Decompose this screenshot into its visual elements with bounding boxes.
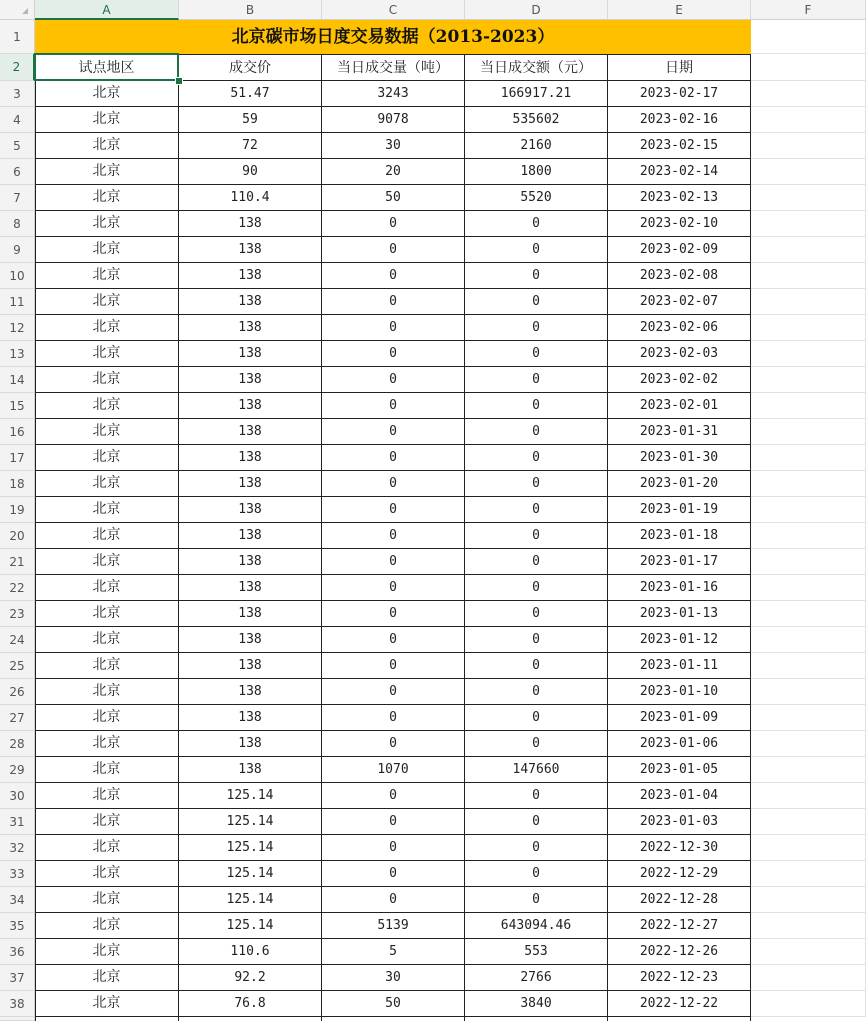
row-header[interactable]: 18: [0, 471, 35, 497]
empty-cell[interactable]: [751, 497, 866, 523]
table-cell[interactable]: 0: [322, 575, 465, 601]
row-header[interactable]: 6: [0, 159, 35, 185]
table-cell[interactable]: 北京: [35, 315, 179, 341]
table-border: [321, 1017, 322, 1021]
row-header[interactable]: 32: [0, 835, 35, 861]
empty-cell[interactable]: [751, 289, 866, 315]
table-cell[interactable]: 138: [179, 289, 322, 315]
empty-cell[interactable]: [751, 263, 866, 289]
table-cell[interactable]: 0: [465, 627, 608, 653]
row-header[interactable]: 31: [0, 809, 35, 835]
row-header[interactable]: 14: [0, 367, 35, 393]
table-cell[interactable]: 2023-02-16: [608, 107, 751, 133]
empty-cell[interactable]: [751, 419, 866, 445]
table-cell[interactable]: 5: [322, 939, 465, 965]
table-cell[interactable]: 125.14: [179, 783, 322, 809]
table-cell[interactable]: 0: [322, 523, 465, 549]
table-cell[interactable]: 北京: [35, 263, 179, 289]
row-header[interactable]: 22: [0, 575, 35, 601]
table-cell[interactable]: 北京: [35, 809, 179, 835]
row-header[interactable]: 9: [0, 237, 35, 263]
table-cell[interactable]: 2023-02-06: [608, 315, 751, 341]
row-header[interactable]: 26: [0, 679, 35, 705]
table-cell[interactable]: 北京: [35, 549, 179, 575]
table-cell[interactable]: 0: [322, 289, 465, 315]
table-cell[interactable]: 0: [465, 497, 608, 523]
table-cell[interactable]: 30: [322, 133, 465, 159]
table-cell[interactable]: 2023-02-13: [608, 185, 751, 211]
table-cell[interactable]: 2023-01-30: [608, 445, 751, 471]
row-header[interactable]: 2: [0, 54, 35, 81]
table-cell[interactable]: 0: [322, 653, 465, 679]
table-cell[interactable]: 50: [322, 991, 465, 1017]
table-cell[interactable]: 北京: [35, 367, 179, 393]
table-cell[interactable]: 2023-02-15: [608, 133, 751, 159]
table-cell[interactable]: 138: [179, 211, 322, 237]
table-cell[interactable]: 0: [465, 601, 608, 627]
table-cell[interactable]: 138: [179, 367, 322, 393]
column-header-d[interactable]: D: [465, 0, 608, 20]
table-cell[interactable]: 2023-01-04: [608, 783, 751, 809]
empty-cell[interactable]: [751, 757, 866, 783]
table-cell[interactable]: 2023-01-20: [608, 471, 751, 497]
table-cell[interactable]: 0: [465, 419, 608, 445]
table-cell[interactable]: 138: [179, 731, 322, 757]
table-cell[interactable]: 2023-01-13: [608, 601, 751, 627]
table-cell[interactable]: 125.14: [179, 809, 322, 835]
table-cell[interactable]: 2023-02-08: [608, 263, 751, 289]
table-cell[interactable]: 北京: [35, 107, 179, 133]
table-cell[interactable]: 2023-01-19: [608, 497, 751, 523]
table-cell[interactable]: 125.14: [179, 861, 322, 887]
table-cell[interactable]: 北京: [35, 575, 179, 601]
table-cell[interactable]: 北京: [35, 237, 179, 263]
table-cell[interactable]: 北京: [35, 653, 179, 679]
empty-cell[interactable]: [751, 211, 866, 237]
row-header[interactable]: 19: [0, 497, 35, 523]
table-cell[interactable]: 0: [465, 679, 608, 705]
table-cell[interactable]: 0: [322, 679, 465, 705]
table-cell[interactable]: 138: [179, 497, 322, 523]
row-header[interactable]: 17: [0, 445, 35, 471]
table-cell[interactable]: 0: [465, 809, 608, 835]
table-cell[interactable]: 20: [322, 159, 465, 185]
empty-cell[interactable]: [751, 939, 866, 965]
table-cell[interactable]: 2023-02-02: [608, 367, 751, 393]
table-cell[interactable]: 166917.21: [465, 81, 608, 107]
table-cell[interactable]: 125.14: [179, 913, 322, 939]
table-cell[interactable]: 0: [322, 211, 465, 237]
table-cell[interactable]: 5139: [322, 913, 465, 939]
table-cell[interactable]: 0: [465, 887, 608, 913]
table-cell[interactable]: 0: [322, 887, 465, 913]
table-cell[interactable]: 2023-02-03: [608, 341, 751, 367]
empty-cell[interactable]: [751, 367, 866, 393]
row-header[interactable]: 24: [0, 627, 35, 653]
table-cell[interactable]: 2023-01-10: [608, 679, 751, 705]
table-cell[interactable]: 138: [179, 705, 322, 731]
row-header[interactable]: 15: [0, 393, 35, 419]
row-header[interactable]: 4: [0, 107, 35, 133]
row-header[interactable]: 11: [0, 289, 35, 315]
table-cell[interactable]: 2023-01-16: [608, 575, 751, 601]
table-cell[interactable]: 2023-02-14: [608, 159, 751, 185]
table-cell[interactable]: 北京: [35, 965, 179, 991]
table-cell[interactable]: 50: [322, 185, 465, 211]
table-cell[interactable]: 2023-01-11: [608, 653, 751, 679]
table-cell[interactable]: 138: [179, 549, 322, 575]
table-cell[interactable]: 5520: [465, 185, 608, 211]
table-cell[interactable]: 北京: [35, 81, 179, 107]
table-cell[interactable]: 0: [322, 549, 465, 575]
table-cell[interactable]: 2023-02-09: [608, 237, 751, 263]
empty-cell[interactable]: [751, 835, 866, 861]
table-cell[interactable]: 2022-12-23: [608, 965, 751, 991]
row-header[interactable]: 5: [0, 133, 35, 159]
empty-cell[interactable]: [751, 575, 866, 601]
table-cell[interactable]: 北京: [35, 731, 179, 757]
empty-cell[interactable]: [751, 991, 866, 1017]
table-cell[interactable]: 0: [465, 315, 608, 341]
table-cell[interactable]: 2023-01-18: [608, 523, 751, 549]
table-cell[interactable]: 138: [179, 237, 322, 263]
table-cell[interactable]: 1800: [465, 159, 608, 185]
table-cell[interactable]: 0: [322, 315, 465, 341]
table-cell[interactable]: 2022-12-30: [608, 835, 751, 861]
row-header[interactable]: 10: [0, 263, 35, 289]
table-cell[interactable]: 138: [179, 393, 322, 419]
table-cell[interactable]: 76.8: [179, 991, 322, 1017]
table-cell[interactable]: 2022-12-26: [608, 939, 751, 965]
table-border: [178, 1017, 179, 1021]
row-header[interactable]: 29: [0, 757, 35, 783]
table-cell[interactable]: 北京: [35, 211, 179, 237]
table-border: [464, 1017, 465, 1021]
table-cell[interactable]: 2023-02-10: [608, 211, 751, 237]
empty-cell[interactable]: [751, 731, 866, 757]
empty-cell[interactable]: [751, 315, 866, 341]
table-cell[interactable]: 北京: [35, 705, 179, 731]
table-cell[interactable]: 0: [465, 575, 608, 601]
table-cell[interactable]: 138: [179, 315, 322, 341]
empty-cell[interactable]: [751, 445, 866, 471]
table-cell[interactable]: 138: [179, 757, 322, 783]
table-cell[interactable]: 2023-01-03: [608, 809, 751, 835]
table-cell[interactable]: 0: [322, 627, 465, 653]
row-header[interactable]: 27: [0, 705, 35, 731]
column-label-cell[interactable]: 当日成交量（吨）: [322, 54, 465, 81]
table-cell[interactable]: 0: [322, 835, 465, 861]
table-cell[interactable]: 0: [465, 731, 608, 757]
table-cell[interactable]: 2023-01-06: [608, 731, 751, 757]
column-header-e[interactable]: E: [608, 0, 751, 20]
row-header[interactable]: 7: [0, 185, 35, 211]
empty-cell[interactable]: [751, 783, 866, 809]
table-cell[interactable]: 138: [179, 653, 322, 679]
empty-cell[interactable]: [751, 627, 866, 653]
table-cell[interactable]: 0: [465, 653, 608, 679]
table-cell[interactable]: 0: [322, 861, 465, 887]
table-cell[interactable]: 北京: [35, 185, 179, 211]
empty-cell[interactable]: [751, 523, 866, 549]
table-cell[interactable]: 2023-02-17: [608, 81, 751, 107]
table-cell[interactable]: 0: [322, 341, 465, 367]
empty-cell[interactable]: [751, 133, 866, 159]
table-cell[interactable]: 0: [465, 211, 608, 237]
table-cell[interactable]: 138: [179, 575, 322, 601]
table-cell[interactable]: 北京: [35, 523, 179, 549]
empty-cell[interactable]: [751, 81, 866, 107]
table-cell[interactable]: 2023-01-12: [608, 627, 751, 653]
table-cell[interactable]: 2023-01-17: [608, 549, 751, 575]
row-header[interactable]: 38: [0, 991, 35, 1017]
table-cell[interactable]: 北京: [35, 757, 179, 783]
table-border: [750, 1017, 751, 1021]
table-cell[interactable]: 北京: [35, 393, 179, 419]
table-cell[interactable]: 北京: [35, 887, 179, 913]
empty-cell[interactable]: [751, 341, 866, 367]
column-label-cell[interactable]: 成交价: [179, 54, 322, 81]
row-header[interactable]: 28: [0, 731, 35, 757]
table-cell[interactable]: 北京: [35, 133, 179, 159]
table-cell[interactable]: 0: [322, 809, 465, 835]
table-cell[interactable]: 北京: [35, 913, 179, 939]
table-cell[interactable]: 110.6: [179, 939, 322, 965]
table-cell[interactable]: 138: [179, 627, 322, 653]
table-cell[interactable]: 138: [179, 601, 322, 627]
table-cell[interactable]: 110.4: [179, 185, 322, 211]
row-header[interactable]: 8: [0, 211, 35, 237]
table-cell[interactable]: 125.14: [179, 835, 322, 861]
table-cell[interactable]: 138: [179, 263, 322, 289]
table-cell[interactable]: 北京: [35, 159, 179, 185]
fill-handle[interactable]: [175, 77, 183, 85]
table-cell[interactable]: 0: [465, 289, 608, 315]
empty-cell[interactable]: [751, 653, 866, 679]
table-cell[interactable]: 138: [179, 419, 322, 445]
row-header[interactable]: 35: [0, 913, 35, 939]
table-cell[interactable]: 72: [179, 133, 322, 159]
empty-cell[interactable]: [751, 601, 866, 627]
table-cell[interactable]: 北京: [35, 861, 179, 887]
row-header[interactable]: 16: [0, 419, 35, 445]
table-cell[interactable]: 2022-12-22: [608, 991, 751, 1017]
table-cell[interactable]: 0: [322, 783, 465, 809]
empty-cell[interactable]: [751, 913, 866, 939]
table-cell[interactable]: 0: [465, 367, 608, 393]
table-cell[interactable]: 30: [322, 965, 465, 991]
table-cell[interactable]: 2160: [465, 133, 608, 159]
row-header[interactable]: 37: [0, 965, 35, 991]
select-all-corner[interactable]: [0, 0, 35, 20]
column-header-c[interactable]: C: [322, 0, 465, 20]
table-cell[interactable]: 0: [322, 237, 465, 263]
table-cell[interactable]: 138: [179, 341, 322, 367]
row-header[interactable]: 25: [0, 653, 35, 679]
table-cell[interactable]: 2023-02-07: [608, 289, 751, 315]
table-cell[interactable]: 535602: [465, 107, 608, 133]
table-cell[interactable]: 北京: [35, 835, 179, 861]
table-cell[interactable]: 125.14: [179, 887, 322, 913]
table-cell[interactable]: 9078: [322, 107, 465, 133]
table-cell[interactable]: 138: [179, 471, 322, 497]
table-cell[interactable]: 643094.46: [465, 913, 608, 939]
table-cell[interactable]: 0: [322, 445, 465, 471]
table-cell[interactable]: 北京: [35, 419, 179, 445]
column-header-f[interactable]: F: [751, 0, 866, 20]
table-cell[interactable]: 北京: [35, 601, 179, 627]
table-cell[interactable]: 0: [322, 497, 465, 523]
table-cell[interactable]: 北京: [35, 289, 179, 315]
table-cell[interactable]: 0: [322, 367, 465, 393]
empty-cell[interactable]: [751, 393, 866, 419]
table-cell[interactable]: 2022-12-27: [608, 913, 751, 939]
table-cell[interactable]: 北京: [35, 679, 179, 705]
table-border: [607, 1017, 608, 1021]
table-cell[interactable]: 0: [322, 705, 465, 731]
table-cell[interactable]: 2766: [465, 965, 608, 991]
table-cell[interactable]: 51.47: [179, 81, 322, 107]
empty-cell[interactable]: [751, 679, 866, 705]
row-header[interactable]: 30: [0, 783, 35, 809]
table-cell[interactable]: 147660: [465, 757, 608, 783]
column-label-cell[interactable]: 当日成交额（元）: [465, 54, 608, 81]
row-header[interactable]: 21: [0, 549, 35, 575]
row-header[interactable]: 36: [0, 939, 35, 965]
table-cell[interactable]: 0: [322, 601, 465, 627]
table-cell[interactable]: 2023-01-31: [608, 419, 751, 445]
table-cell[interactable]: 0: [322, 419, 465, 445]
table-cell[interactable]: 1070: [322, 757, 465, 783]
table-cell[interactable]: 59: [179, 107, 322, 133]
table-cell[interactable]: 3243: [322, 81, 465, 107]
table-cell[interactable]: 北京: [35, 939, 179, 965]
table-cell[interactable]: 3840: [465, 991, 608, 1017]
table-cell[interactable]: 90: [179, 159, 322, 185]
table-cell[interactable]: 0: [465, 523, 608, 549]
empty-cell[interactable]: [751, 887, 866, 913]
table-cell[interactable]: 0: [465, 705, 608, 731]
row-header[interactable]: 12: [0, 315, 35, 341]
table-cell[interactable]: 0: [465, 341, 608, 367]
table-cell[interactable]: 0: [322, 471, 465, 497]
table-cell[interactable]: 2023-02-01: [608, 393, 751, 419]
column-label-cell[interactable]: 日期: [608, 54, 751, 81]
empty-cell[interactable]: [751, 107, 866, 133]
table-cell[interactable]: 0: [465, 549, 608, 575]
table-cell[interactable]: 北京: [35, 991, 179, 1017]
empty-cell[interactable]: [751, 185, 866, 211]
table-cell[interactable]: 0: [465, 471, 608, 497]
column-header-a[interactable]: A: [35, 0, 179, 20]
table-cell[interactable]: 2022-12-29: [608, 861, 751, 887]
empty-cell[interactable]: [751, 549, 866, 575]
row-header[interactable]: [0, 1017, 35, 1021]
table-cell[interactable]: 北京: [35, 627, 179, 653]
table-cell[interactable]: 0: [465, 835, 608, 861]
row-header[interactable]: 23: [0, 601, 35, 627]
column-label-cell[interactable]: 试点地区: [35, 54, 179, 81]
table-left-border: [35, 54, 36, 1021]
table-cell[interactable]: 0: [465, 783, 608, 809]
table-cell[interactable]: 北京: [35, 471, 179, 497]
empty-cell[interactable]: [751, 705, 866, 731]
empty-cell[interactable]: [751, 54, 866, 81]
table-cell[interactable]: 0: [322, 393, 465, 419]
table-cell[interactable]: 138: [179, 523, 322, 549]
table-cell[interactable]: 0: [465, 393, 608, 419]
table-cell[interactable]: 553: [465, 939, 608, 965]
empty-cell[interactable]: [751, 20, 866, 54]
table-cell[interactable]: 北京: [35, 341, 179, 367]
sheet-title-cell[interactable]: 北京碳市场日度交易数据（2013-2023）: [35, 20, 751, 54]
table-cell[interactable]: 0: [322, 263, 465, 289]
table-cell[interactable]: 0: [465, 861, 608, 887]
row-header[interactable]: 33: [0, 861, 35, 887]
row-header[interactable]: 34: [0, 887, 35, 913]
row-header[interactable]: 13: [0, 341, 35, 367]
table-cell[interactable]: 2023-01-05: [608, 757, 751, 783]
table-cell[interactable]: 北京: [35, 445, 179, 471]
empty-cell[interactable]: [751, 809, 866, 835]
table-cell[interactable]: 0: [465, 263, 608, 289]
table-cell[interactable]: 2023-01-09: [608, 705, 751, 731]
table-cell[interactable]: 北京: [35, 497, 179, 523]
empty-cell[interactable]: [751, 159, 866, 185]
row-header[interactable]: 20: [0, 523, 35, 549]
select-all-triangle-icon[interactable]: [22, 8, 28, 14]
empty-cell[interactable]: [751, 471, 866, 497]
empty-cell[interactable]: [751, 861, 866, 887]
table-cell[interactable]: 0: [465, 445, 608, 471]
table-cell[interactable]: 138: [179, 445, 322, 471]
empty-cell[interactable]: [751, 237, 866, 263]
empty-cell[interactable]: [751, 965, 866, 991]
row-header[interactable]: 1: [0, 20, 35, 54]
table-cell[interactable]: 0: [322, 731, 465, 757]
table-cell[interactable]: 0: [465, 237, 608, 263]
row-header[interactable]: 3: [0, 81, 35, 107]
column-header-b[interactable]: B: [179, 0, 322, 20]
table-cell[interactable]: 北京: [35, 783, 179, 809]
table-cell[interactable]: 2022-12-28: [608, 887, 751, 913]
table-cell[interactable]: 138: [179, 679, 322, 705]
table-cell[interactable]: 92.2: [179, 965, 322, 991]
